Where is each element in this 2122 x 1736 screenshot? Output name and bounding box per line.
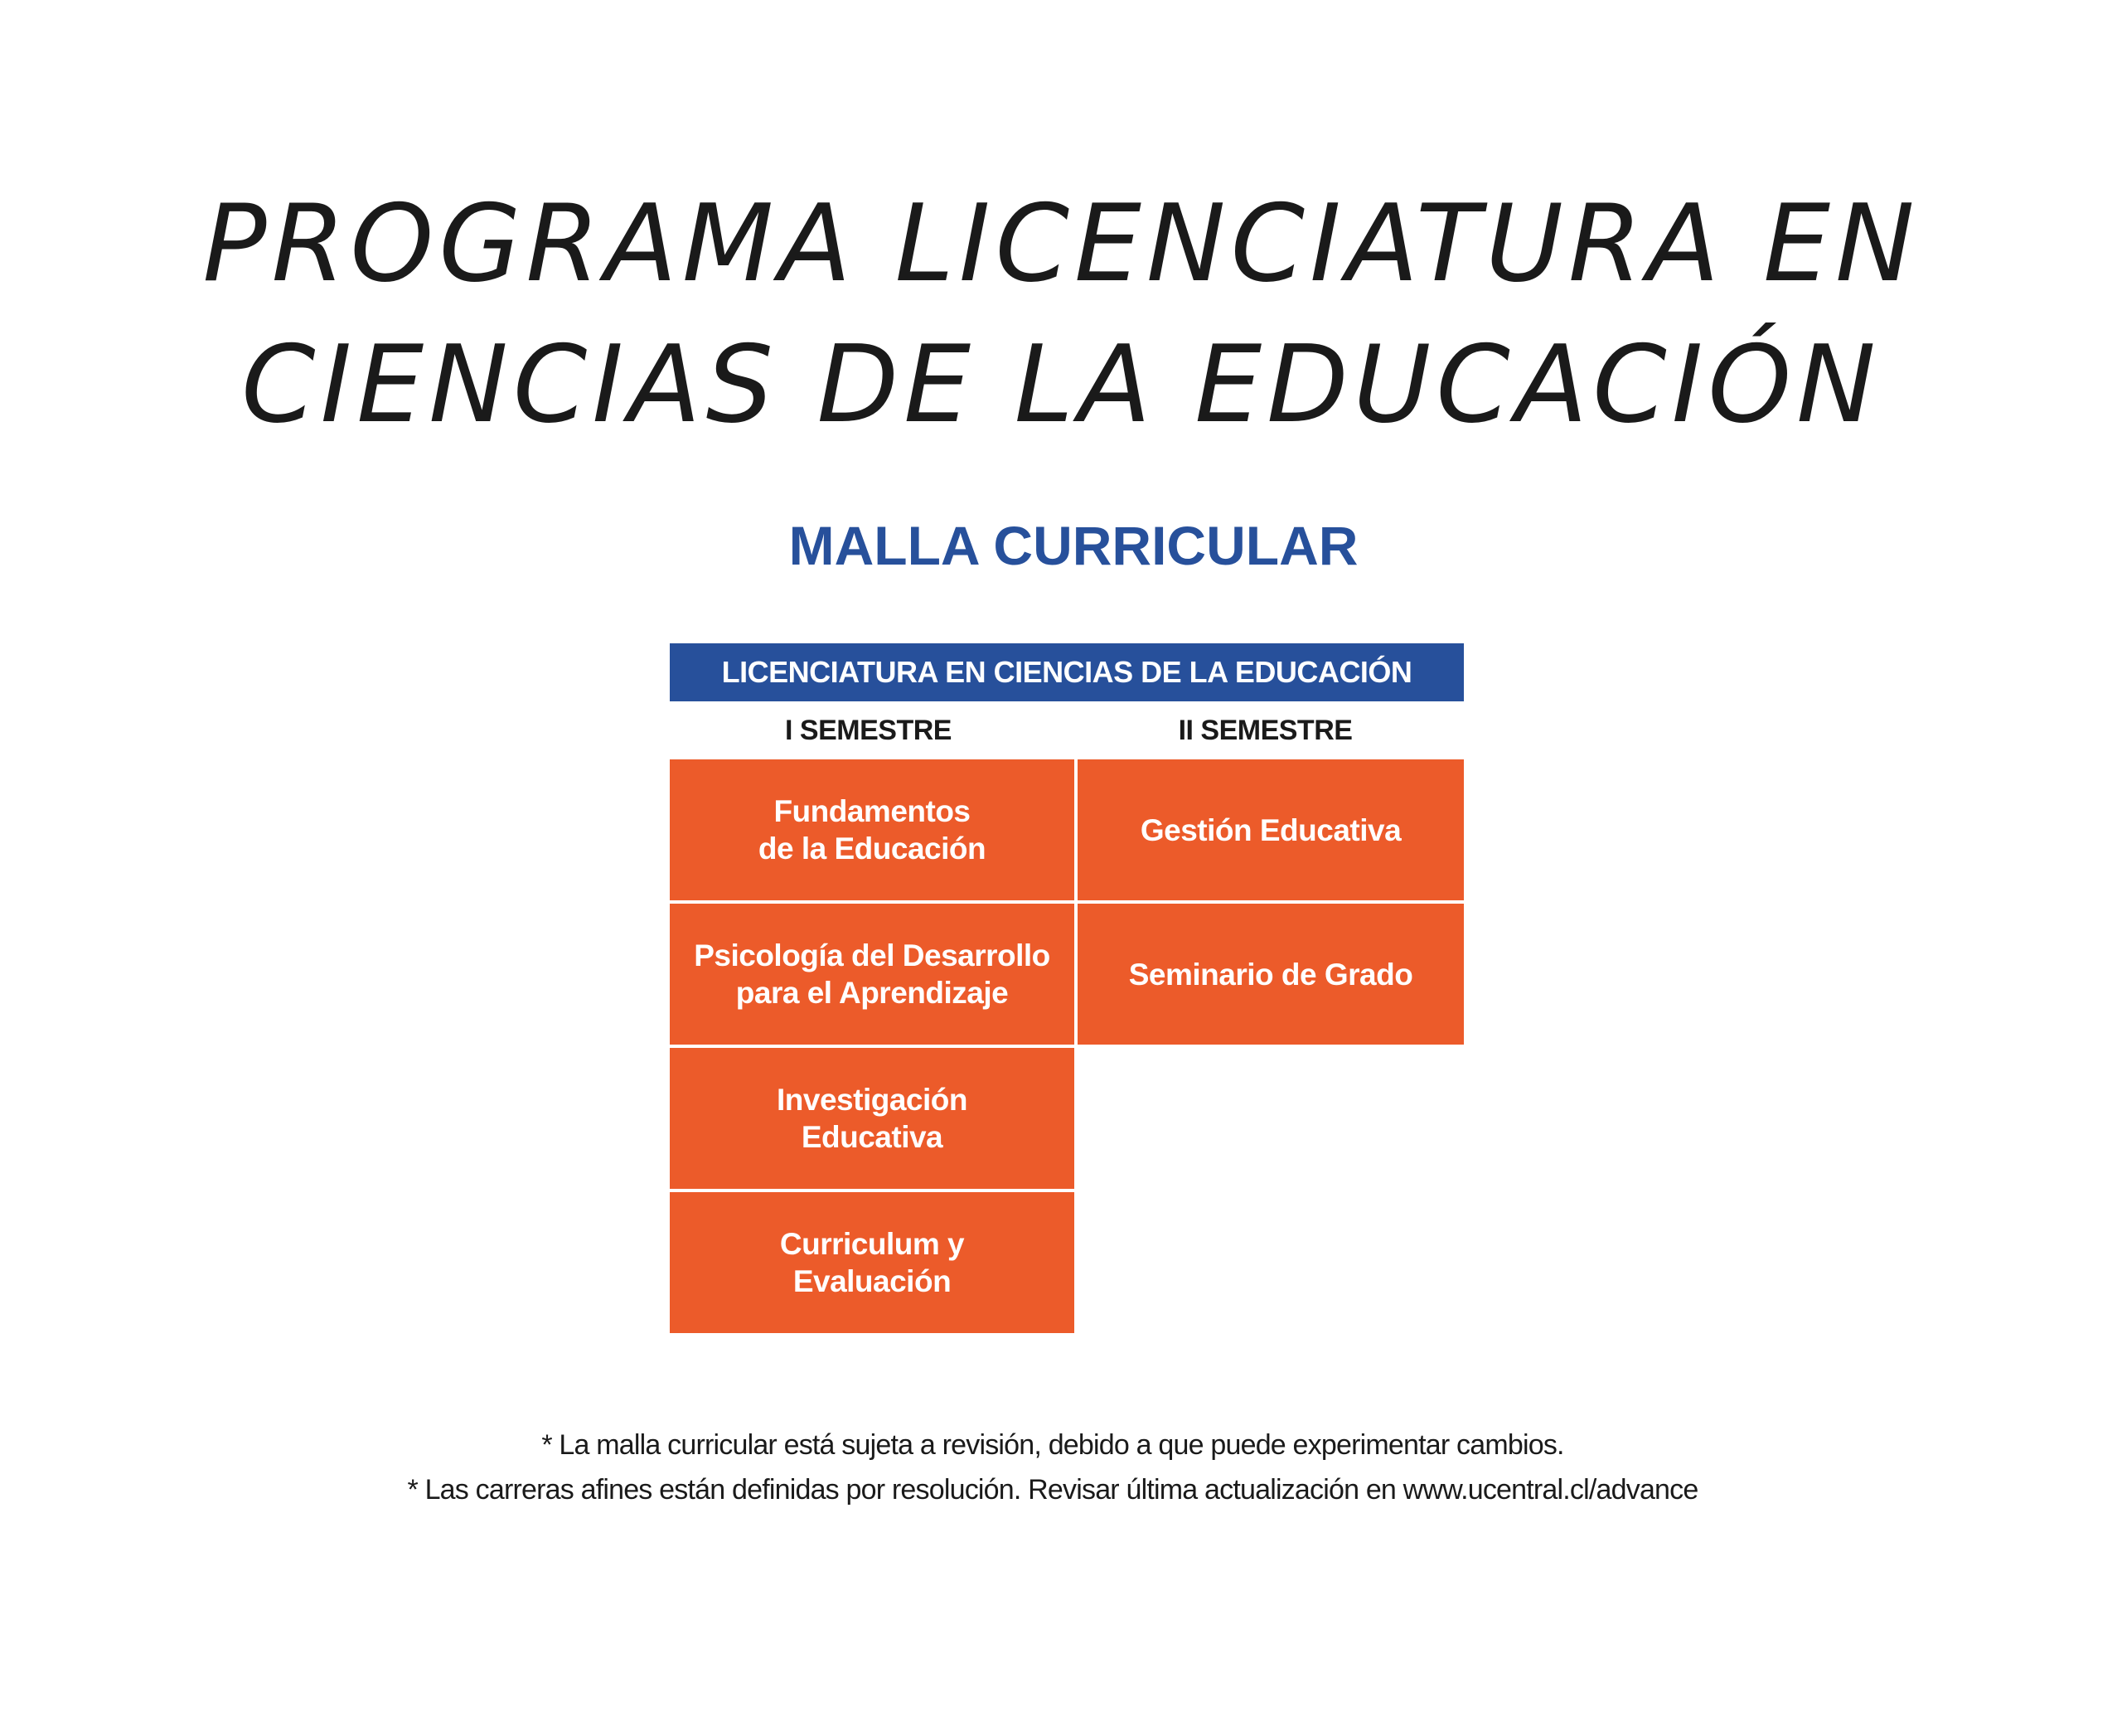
course-cell: Curriculum y Evaluación	[670, 1192, 1074, 1333]
curriculum-header: LICENCIATURA EN CIENCIAS DE LA EDUCACIÓN	[670, 643, 1464, 701]
course-row	[670, 1192, 1464, 1333]
course-row	[670, 759, 1464, 900]
course-cell: Investigación Educativa	[670, 1048, 1074, 1189]
course-rows	[670, 759, 1464, 1336]
course-cell: Psicología del Desarrollo para el Aprendizaje	[670, 904, 1074, 1045]
course-cell: Fundamentos de la Educación	[670, 759, 1074, 900]
curriculum-grid	[670, 643, 1464, 1336]
semester-1-label: I SEMESTRE	[785, 714, 952, 746]
semester-header-row	[670, 701, 1464, 759]
footnote-resolution: * Las carreras afines están definidas por resolución. Revisar última actualización en www.ucentral.cl/advance	[407, 1474, 1698, 1506]
page-title-line-1: PROGRAMA LICENCIATURA EN	[202, 182, 1920, 306]
empty-cell	[1078, 1192, 1464, 1333]
course-row	[670, 1048, 1464, 1189]
empty-cell	[1078, 1048, 1464, 1189]
footnote-revision: * La malla curricular está sujeta a revisión, debido a que puede experimentar cambios.	[541, 1429, 1564, 1461]
footnotes	[0, 1423, 2105, 1512]
course-row	[670, 904, 1464, 1045]
course-cell: Gestión Educativa	[1078, 759, 1464, 900]
course-cell: Seminario de Grado	[1078, 904, 1464, 1045]
page-title-line-2: CIENCIAS DE LA EDUCACIÓN	[241, 323, 1881, 447]
semester-2-label: II SEMESTRE	[1178, 714, 1353, 746]
page-title	[0, 174, 2122, 456]
section-subtitle: MALLA CURRICULAR	[788, 515, 1359, 576]
